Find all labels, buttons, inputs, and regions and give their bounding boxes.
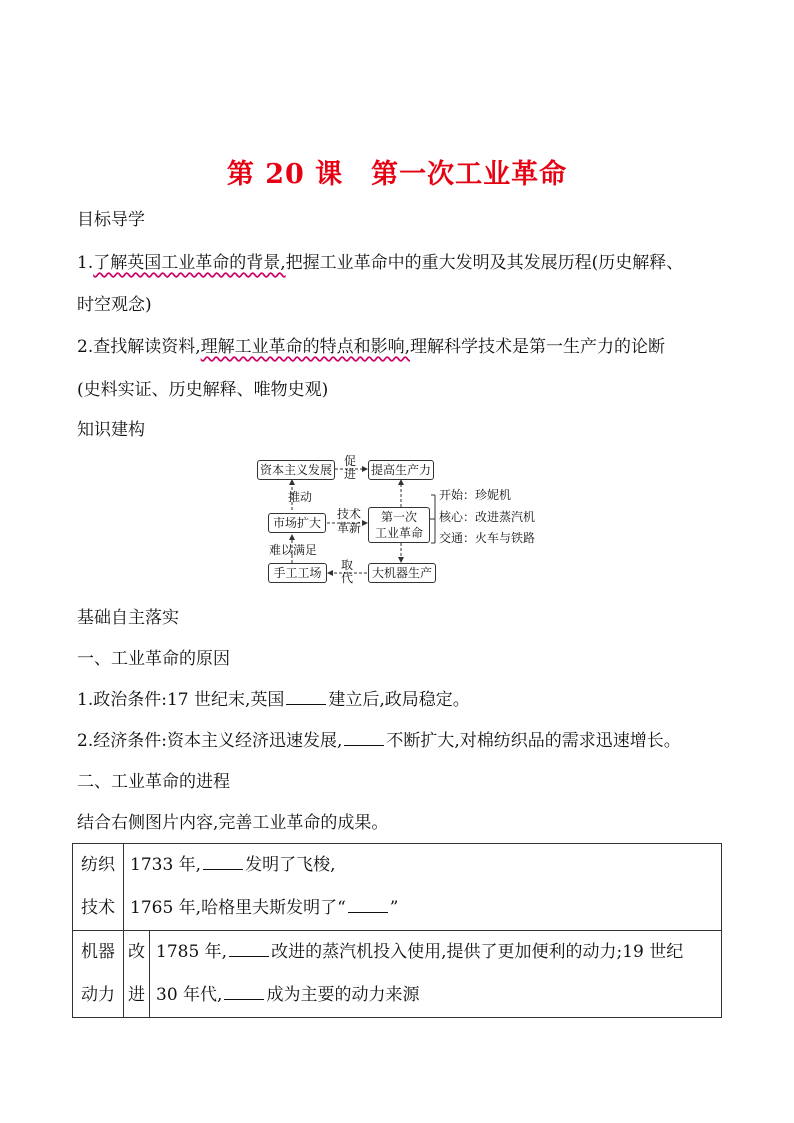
- row-1-head-a: 纺织: [81, 855, 115, 875]
- goal-1-prefix: 1.: [77, 253, 94, 273]
- part-2-heading: 二、工业革命的进程: [77, 772, 230, 792]
- row-2-line-2-a: 30 年代,: [156, 985, 223, 1005]
- box-market: 市场扩大: [268, 513, 326, 533]
- knowledge-heading: 知识建构: [77, 420, 145, 440]
- row-2-sub-b: 进: [128, 985, 145, 1005]
- box-productivity: 提高生产力: [368, 460, 434, 480]
- row-1-line-2-b: ”: [389, 898, 399, 918]
- goal-2-b: 理解工业革命的特点和影响,: [200, 337, 411, 357]
- part-1-heading: 一、工业革命的原因: [77, 649, 230, 669]
- label-tech-1: 技术: [337, 507, 362, 521]
- condition-2-a: 2.经济条件:资本主义经济迅速发展,: [77, 731, 343, 751]
- blank-2[interactable]: [344, 731, 384, 746]
- condition-1-b: 建立后,政局稳定。: [328, 690, 470, 710]
- row-1-line-1-b: 发明了飞梭,: [245, 855, 336, 875]
- box-revolution: [368, 507, 430, 543]
- row-1-line-2: [130, 887, 715, 930]
- achievements-table: [72, 843, 722, 1018]
- box-revolution-2: 工业革命: [374, 526, 423, 540]
- goal-1-line: [77, 253, 683, 273]
- row-2-head: [73, 931, 124, 1018]
- row-1-head: [73, 844, 124, 931]
- page-title: 第 20 课 第一次工业革命: [226, 159, 568, 190]
- blank-3[interactable]: [203, 855, 243, 870]
- goal-2-line: [77, 337, 665, 357]
- condition-1-a: 1.政治条件:17 世纪末,英国: [77, 690, 285, 710]
- table-row: [73, 931, 722, 1018]
- box-capitalism: 资本主义发展: [257, 460, 335, 480]
- blank-5[interactable]: [229, 942, 269, 957]
- box-machine: 大机器生产: [368, 563, 436, 583]
- blank-1[interactable]: [286, 690, 326, 705]
- row-1-line-1: [130, 844, 715, 887]
- row-2-line-1-a: 1785 年,: [156, 942, 228, 962]
- blank-6[interactable]: [224, 985, 264, 1000]
- goal-2-cont: (史料实证、历史解释、唯物史观): [77, 380, 329, 400]
- label-core: 核心：改进蒸汽机: [439, 510, 536, 524]
- box-revolution-1: 第一次: [380, 510, 417, 524]
- goal-2-prefix: 2.: [77, 337, 94, 357]
- knowledge-diagram: [255, 455, 545, 590]
- label-replace: 取代: [341, 558, 354, 585]
- condition-1: [77, 690, 470, 710]
- row-2-line-1: [156, 931, 715, 974]
- goal-1-b: 把握工业革命中的重大发明及其发展历程(历史解释、: [285, 253, 684, 273]
- box-workshop: 手工工场: [268, 563, 327, 583]
- row-1-line-1-a: 1733 年,: [130, 855, 202, 875]
- row-1-head-b: 技术: [81, 898, 115, 918]
- label-start: 开始：珍妮机: [439, 488, 512, 502]
- row-1-line-2-a: 1765 年,哈格里夫斯发明了“: [130, 898, 346, 918]
- row-2-line-2-b: 成为主要的动力来源: [266, 985, 420, 1005]
- label-promote: 促进: [344, 454, 357, 481]
- row-2-content: [150, 931, 722, 1018]
- goal-1-a: 了解英国工业革命的背景,: [93, 253, 286, 273]
- label-transport: 交通：火车与铁路: [439, 531, 536, 545]
- goal-2-a: 查找解读资料,: [93, 337, 201, 357]
- blank-4[interactable]: [348, 898, 388, 913]
- label-tech-2: 革新: [337, 521, 362, 535]
- condition-2: [77, 731, 681, 751]
- label-push: 推动: [288, 490, 313, 504]
- row-2-head-a: 机器: [81, 942, 115, 962]
- goal-2-c: 理解科学技术是第一生产力的论断: [410, 337, 666, 357]
- instruction: 结合右侧图片内容,完善工业革命的成果。: [77, 813, 389, 833]
- label-tech: [337, 507, 361, 535]
- table-row: [73, 844, 722, 931]
- row-2-line-1-b: 改进的蒸汽机投入使用,提供了更加便利的动力;19 世纪: [271, 942, 684, 962]
- row-2-sub: [124, 931, 150, 1018]
- goals-heading: 目标导学: [77, 210, 145, 230]
- row-1-content: [124, 844, 722, 931]
- row-2-line-2: [156, 974, 715, 1017]
- row-2-head-b: 动力: [81, 985, 115, 1005]
- basic-heading: 基础自主落实: [77, 608, 179, 628]
- condition-2-b: 不断扩大,对棉纺织品的需求迅速增长。: [386, 731, 681, 751]
- label-hard: 难以满足: [269, 543, 318, 557]
- row-2-sub-a: 改: [128, 942, 145, 962]
- goal-1-cont: 时空观念): [77, 295, 152, 315]
